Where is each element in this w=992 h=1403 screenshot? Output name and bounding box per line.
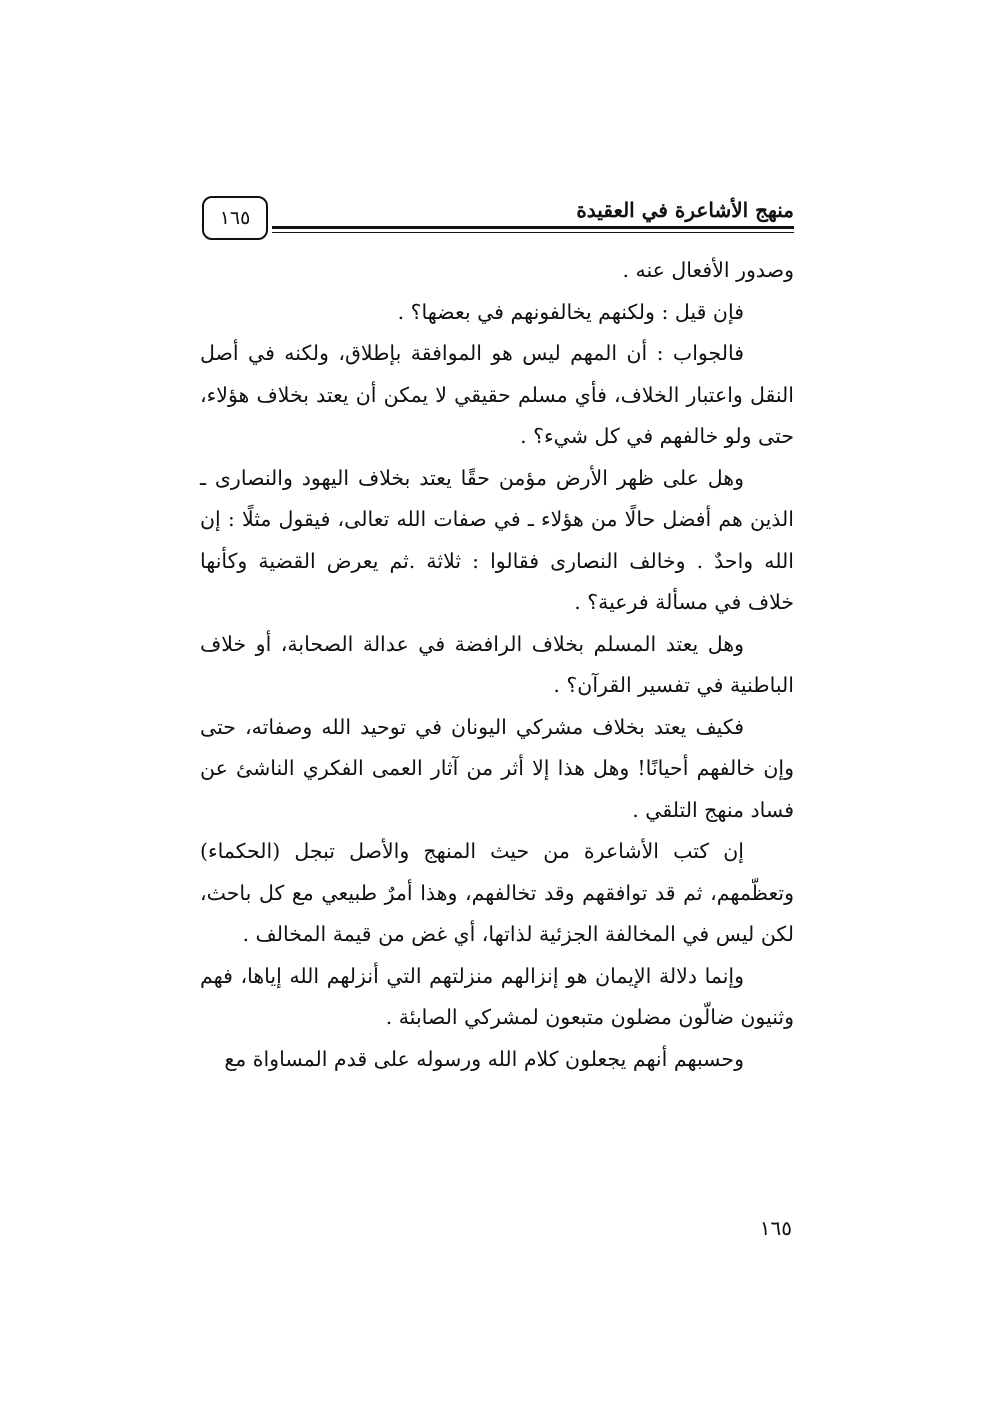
paragraph: فكيف يعتد بخلاف مشركي اليونان في توحيد الله وصفاته، حتى وإن خالفهم أحيانًا! وهل هذا إلا أثر من آثار العمى الفكري الناشئ عن فساد منهج التلقي . [200, 714, 794, 822]
paragraph: وحسبهم أنهم يجعلون كلام الله ورسوله على قدم المساواة مع [224, 1046, 744, 1071]
footer-page-number: ١٦٥ [759, 1216, 792, 1240]
body-text [200, 250, 794, 1080]
header-rule-thin [272, 232, 794, 233]
paragraph: إن كتب الأشاعرة من حيث المنهج والأصل تبجل (الحكماء) وتعظّمهم، ثم قد توافقهم وقد تخالفهم، وهذا أمرٌ طبيعي مع كل باحث، لكن ليس في المخالفة الجزئية لذاتها، أي غض من قيمة المخالف . [200, 839, 794, 946]
header-rule-thick [272, 226, 794, 229]
header-title: منهج الأشاعرة في العقيدة [576, 198, 794, 222]
paragraph: وصدور الأفعال عنه . [622, 258, 794, 282]
header-page-number: ١٦٥ [202, 196, 268, 240]
paragraph: وهل على ظهر الأرض مؤمن حقًا يعتد بخلاف اليهود والنصارى ـ الذين هم أفضل حالًا من هؤلاء ـ في صفات الله تعالى، فيقول مثلًا : إن الله واحدٌ . وخالف النصارى فقالوا : ثلاثة .ثم يعرض القضية وكأنها خلاف في مسألة فرعية؟ . [200, 465, 794, 614]
paragraph: وإنما دلالة الإيمان هو إنزالهم منزلتهم التي أنزلهم الله إياها، فهم وثنيون ضالّون مضلون متبعون لمشركي الصابئة . [200, 963, 794, 1029]
running-header [202, 196, 794, 244]
paragraph: فإن قيل : ولكنهم يخالفونهم في بعضها؟ . [397, 299, 744, 324]
paragraph: فالجواب : أن المهم ليس هو الموافقة بإطلاق، ولكنه في أصل النقل واعتبار الخلاف، فأي مسلم حقيقي لا يمكن أن يعتد بخلاف هؤلاء، حتى ولو خالفهم في كل شيء؟ . [200, 341, 794, 448]
paragraph: وهل يعتد المسلم بخلاف الرافضة في عدالة الصحابة، أو خلاف الباطنية في تفسير القرآن؟ . [200, 631, 794, 697]
